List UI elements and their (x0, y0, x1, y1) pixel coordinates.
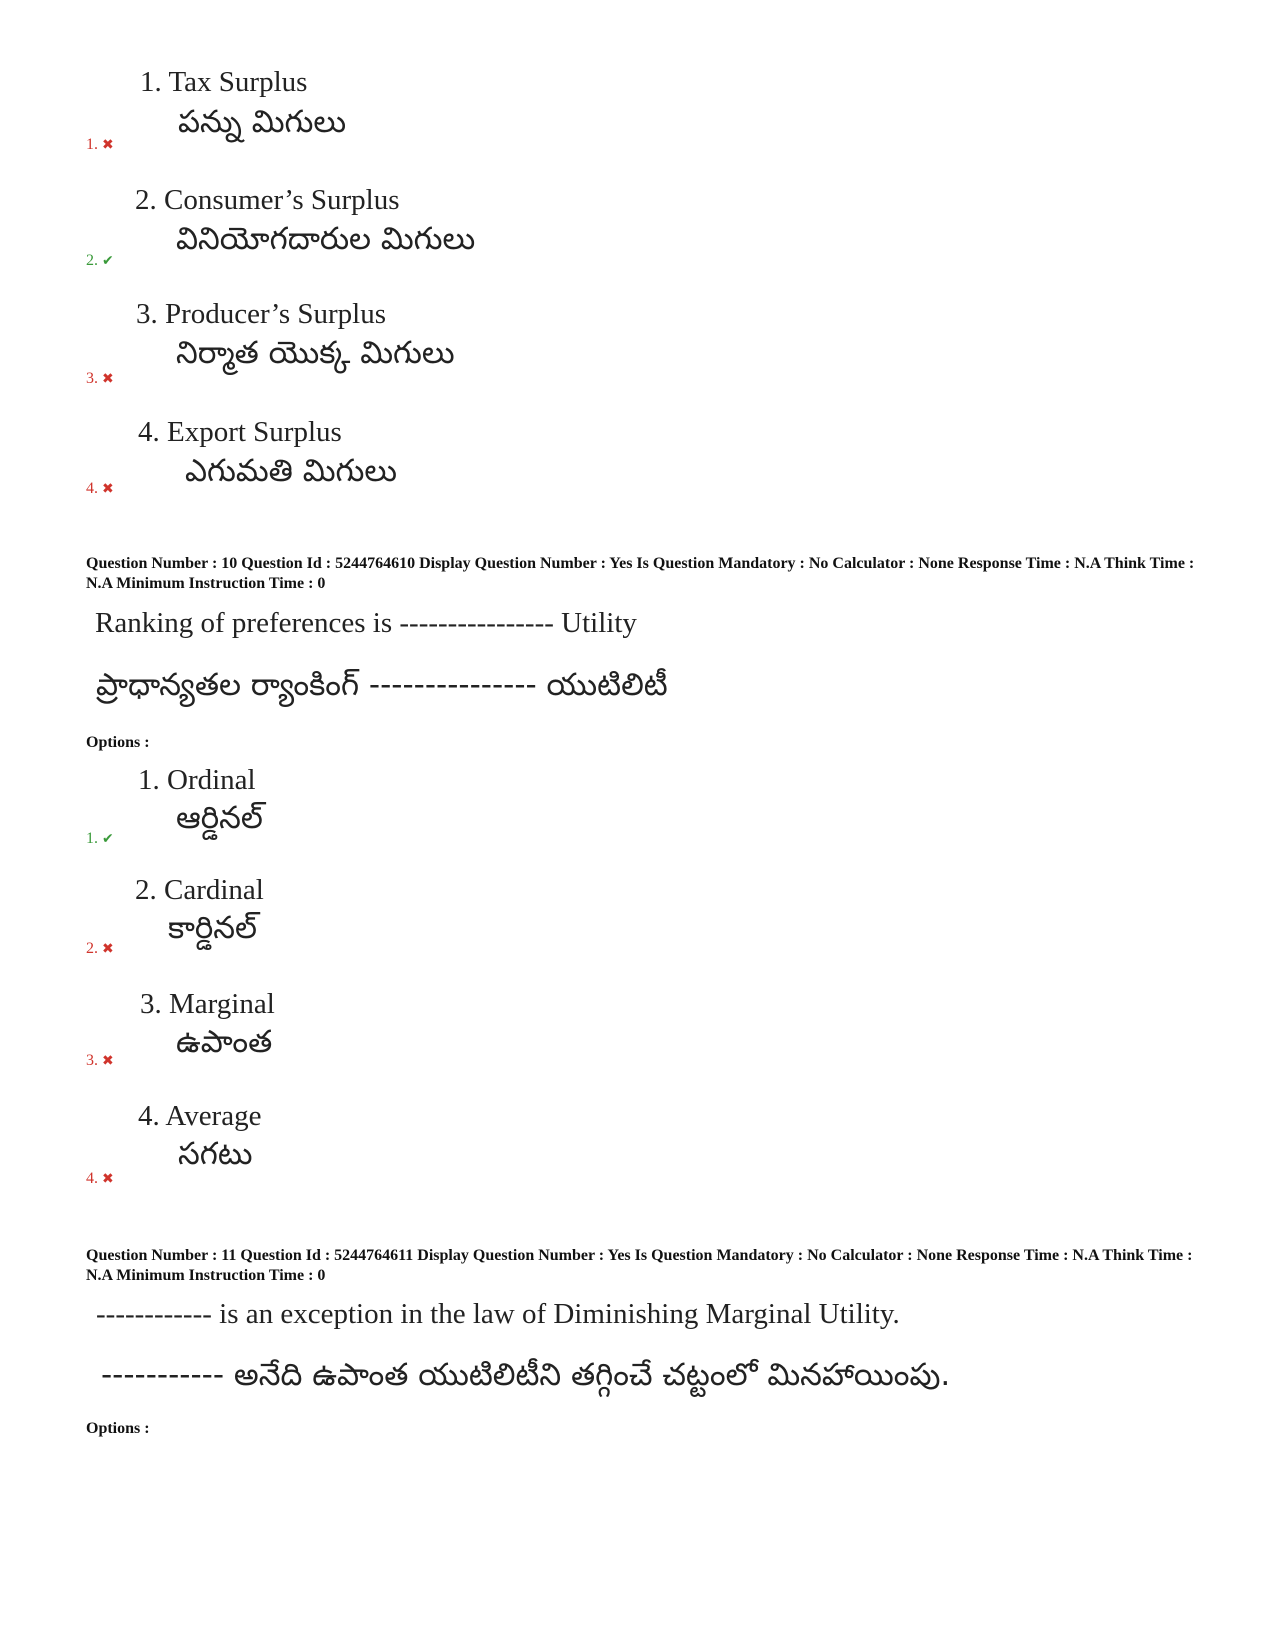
cross-icon: ✖ (102, 1171, 114, 1187)
q10-option-2-english: 2. Cardinal (135, 874, 264, 906)
prev-option-1-marker (86, 136, 114, 154)
prev-option-4-marker (86, 480, 114, 498)
check-icon: ✔ (102, 831, 114, 847)
question-10-meta: Question Number : 10 Question Id : 5244764610 Display Question Number : Yes Is Question Mandatory : No Calculator : None Response Time : N.A Think Time : N.A Minimum Instruction Time : 0 (86, 555, 1195, 592)
option-number: 2. (86, 940, 98, 957)
option-number: 1. (86, 136, 98, 153)
q10-option-4-english: 4. Average (138, 1100, 262, 1132)
q10-option-3-telugu: ఉపాంత (176, 1024, 273, 1060)
prev-option-4-english: 4. Export Surplus (138, 416, 342, 448)
q10-option-1-english: 1. Ordinal (138, 764, 256, 796)
prev-option-2-marker (86, 252, 114, 270)
q10-option-4-marker (86, 1170, 114, 1188)
q10-option-3-marker (86, 1052, 114, 1070)
option-number: 3. (86, 1052, 98, 1069)
prev-option-1-english: 1. Tax Surplus (140, 66, 308, 98)
question-11-options-label: Options : (86, 1420, 150, 1437)
option-number: 2. (86, 252, 98, 269)
check-icon: ✔ (102, 253, 114, 269)
question-10-text-english: Ranking of preferences is ---------------- Utility (95, 607, 637, 639)
question-10-text-telugu: ప్రాధాన్యతల ర్యాంకింగ్ --------------- యుటిలిటీ (96, 667, 668, 703)
cross-icon: ✖ (102, 941, 114, 957)
prev-option-2-telugu: వినియోగదారుల మిగులు (176, 221, 476, 257)
question-10-options-label: Options : (86, 734, 150, 751)
prev-option-3-marker (86, 370, 114, 388)
option-number: 1. (86, 830, 98, 847)
prev-option-1-telugu: పన్ను మిగులు (178, 104, 347, 140)
option-number: 4. (86, 480, 98, 497)
prev-option-4-telugu: ఎగుమతి మిగులు (185, 453, 398, 489)
prev-option-2-english: 2. Consumer’s Surplus (135, 184, 400, 216)
question-11-text-telugu: ----------- అనేది ఉపాంత యుటిలిటీని తగ్గించే చట్టంలో మినహాయింపు. (101, 1357, 951, 1393)
q10-option-4-telugu: సగటు (178, 1136, 253, 1172)
option-number: 3. (86, 370, 98, 387)
cross-icon: ✖ (102, 481, 114, 497)
q10-option-3-english: 3. Marginal (140, 988, 275, 1020)
q10-option-2-marker (86, 940, 114, 958)
option-number: 4. (86, 1170, 98, 1187)
prev-option-3-english: 3. Producer’s Surplus (136, 298, 386, 330)
q10-option-2-telugu: కార్డినల్ (168, 910, 258, 946)
prev-option-3-telugu: నిర్మాత యొక్క మిగులు (176, 335, 455, 371)
question-11-meta: Question Number : 11 Question Id : 5244764611 Display Question Number : Yes Is Question Mandatory : No Calculator : None Response Time : N.A Think Time : N.A Minimum Instruction Time : 0 (86, 1247, 1193, 1284)
cross-icon: ✖ (102, 137, 114, 153)
cross-icon: ✖ (102, 1053, 114, 1069)
q10-option-1-telugu: ఆర్డినల్ (176, 800, 263, 836)
question-11-text-english: ------------ is an exception in the law of Diminishing Marginal Utility. (96, 1298, 900, 1330)
q10-option-1-marker (86, 830, 114, 848)
cross-icon: ✖ (102, 371, 114, 387)
